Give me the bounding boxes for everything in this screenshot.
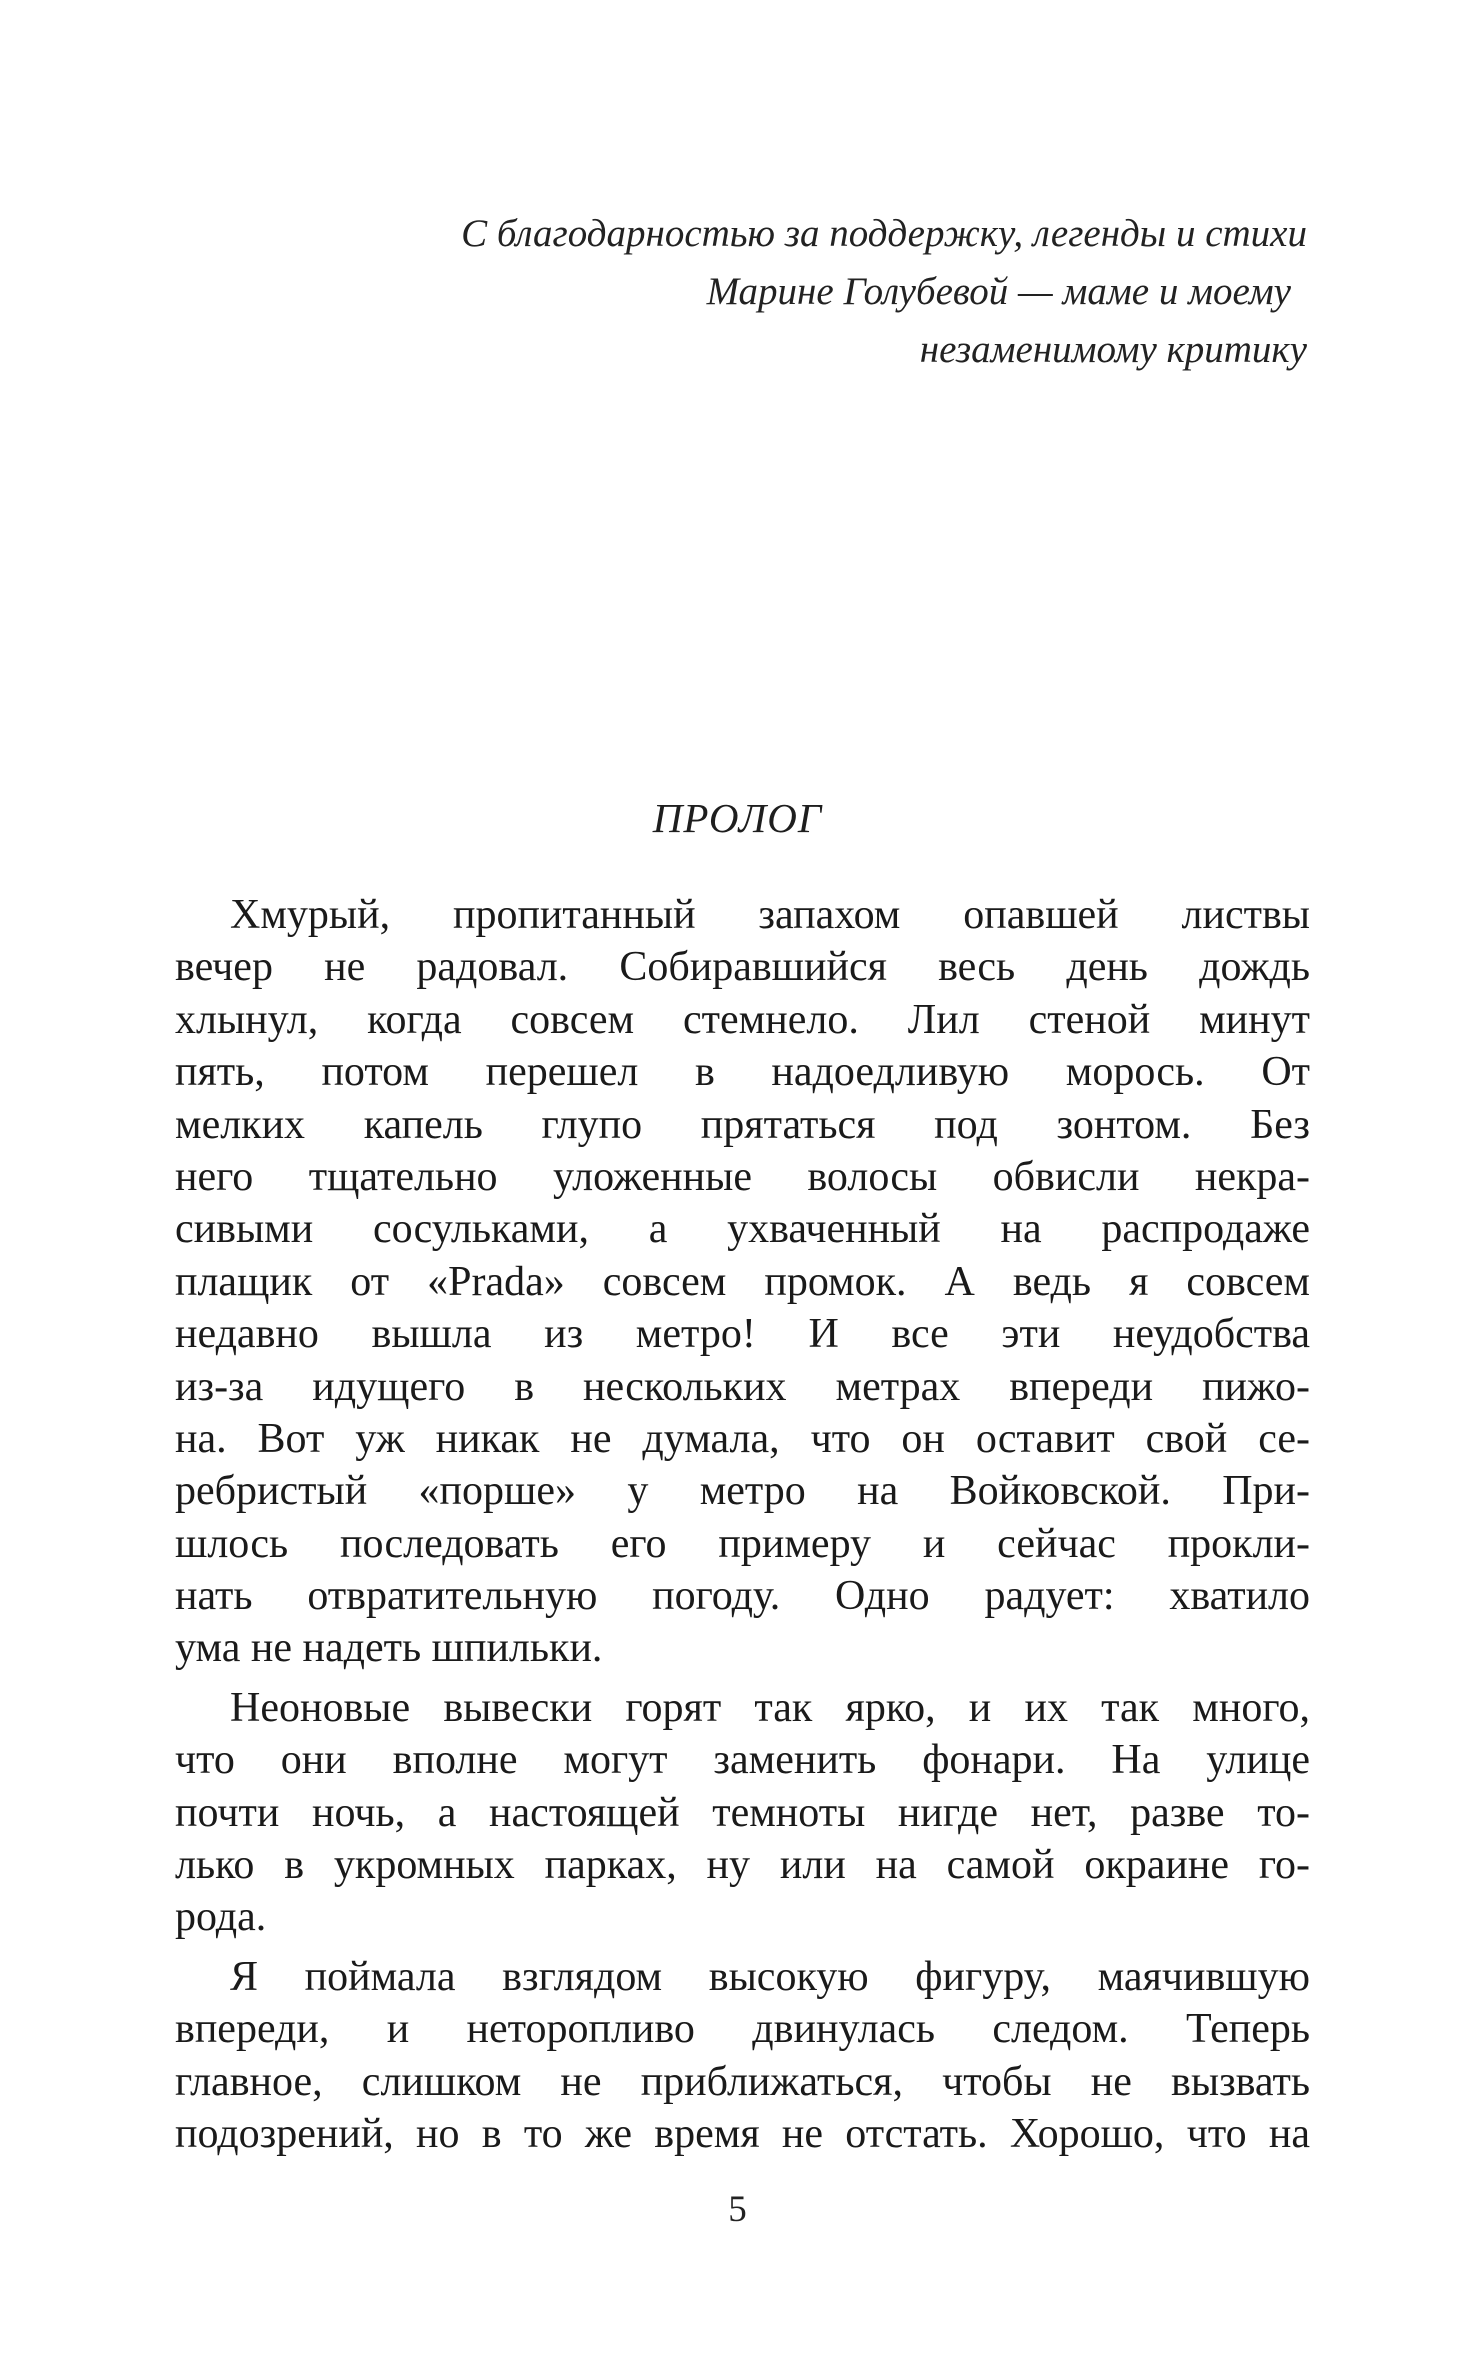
text-line: что они вполне могут заменить фонари. На улице (175, 1737, 1310, 1784)
text-line: почти ночь, а настоящей темноты нигде нет, разве то- (175, 1789, 1310, 1836)
text-line: пять, потом перешел в надоедливую морось. От (175, 1049, 1310, 1096)
page-number: 5 (728, 2189, 747, 2230)
text-line: лько в укромных парках, ну или на самой окраине го- (175, 1842, 1310, 1889)
text-line: шлось последовать его примеру и сейчас прокли- (175, 1520, 1310, 1567)
text-line: сивыми сосульками, а ухваченный на распродаже (175, 1206, 1310, 1253)
text-line: главное, слишком не приближаться, чтобы не вызвать (175, 2058, 1310, 2105)
dedication-line: Марине Голубевой — маме и моему (706, 270, 1291, 313)
text-line: ребристый «порше» у метро на Войковской. При- (175, 1468, 1310, 1515)
text-line: Хмурый, пропитанный запахом опавшей листвы (230, 892, 1310, 938)
dedication (307, 205, 1307, 379)
dedication-line: С благодарностью за поддержку, легенды и стихи (461, 212, 1307, 255)
text-line: мелких капель глупо прятаться под зонтом. Без (175, 1101, 1310, 1148)
text-line: недавно вышла из метро! И все эти неудобства (175, 1311, 1310, 1358)
text-line: Я поймала взглядом высокую фигуру, маячившую (230, 1953, 1310, 2000)
text-line: нать отвратительную погоду. Одно радует: хватило (175, 1573, 1310, 1620)
text-line: хлынул, когда совсем стемнело. Лил стеной минут (175, 996, 1310, 1043)
body-text (175, 889, 1310, 2167)
text-line: Неоновые вывески горят так ярко, и их так много, (230, 1684, 1310, 1731)
text-line: подозрений, но в то же время не отстать. Хорошо, что на (175, 2110, 1310, 2157)
text-line: на. Вот уж никак не думала, что он оставит свой се- (175, 1415, 1310, 1462)
chapter-title: ПРОЛОГ (652, 795, 823, 841)
paragraph-1 (175, 889, 1310, 1675)
dedication-line: незаменимому критику (919, 328, 1307, 371)
text-line: ума не надеть шпильки. (175, 1625, 603, 1672)
text-line: рода. (175, 1894, 267, 1941)
text-line: плащик от «Prada» совсем промок. А ведь я совсем (175, 1258, 1310, 1305)
text-line: него тщательно уложенные волосы обвисли некра- (175, 1153, 1310, 1200)
text-line: вечер не радовал. Собиравшийся весь день дождь (175, 944, 1310, 991)
text-line: из-за идущего в нескольких метрах впереди пижо- (175, 1363, 1310, 1410)
paragraph-3 (175, 1951, 1310, 2161)
text-line: впереди, и неторопливо двинулась следом. Теперь (175, 2006, 1310, 2053)
paragraph-2 (175, 1682, 1310, 1944)
